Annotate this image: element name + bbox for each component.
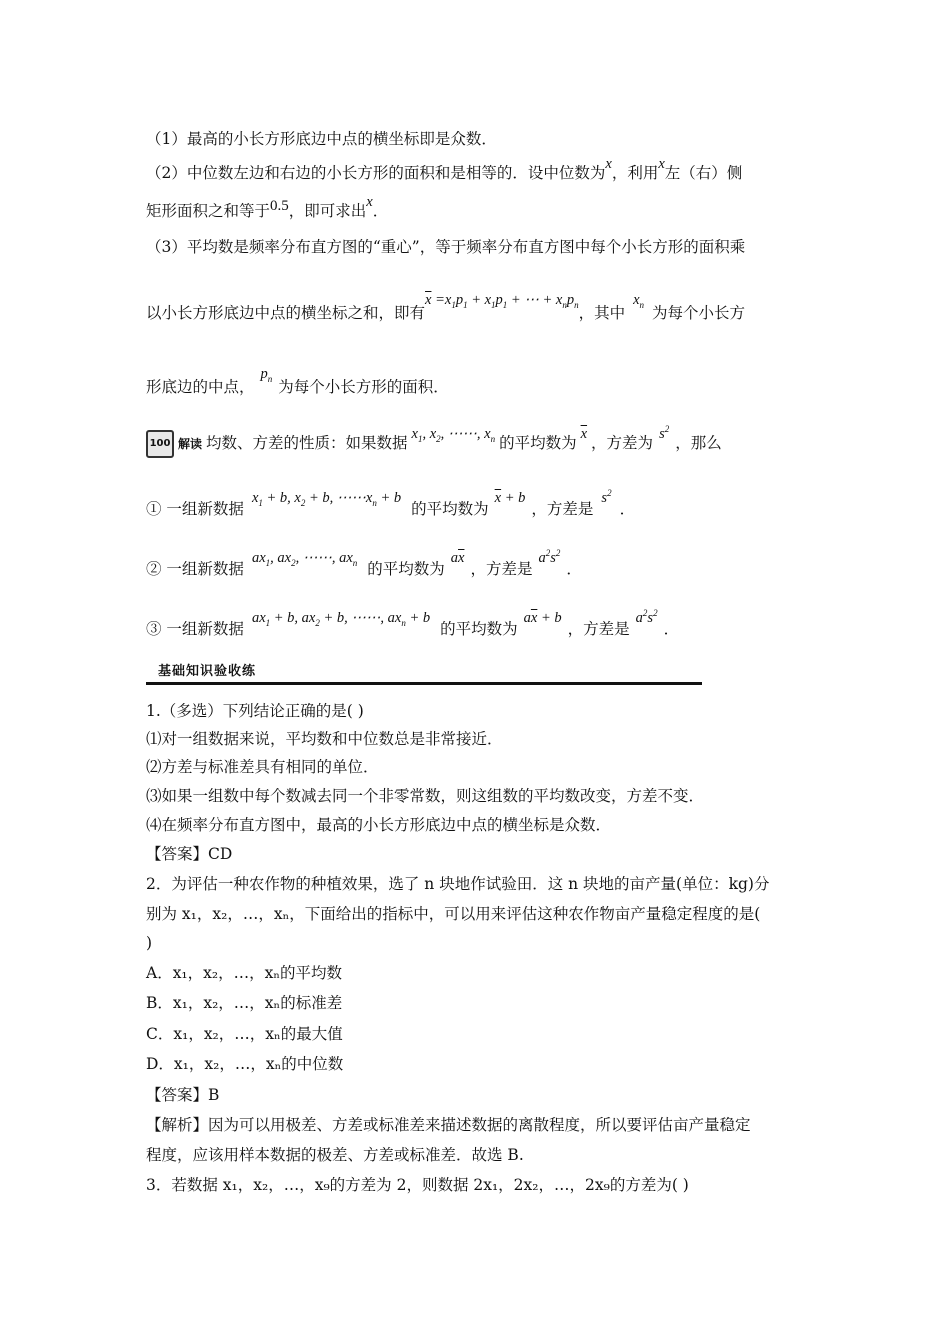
var-xn: $x_n$ [633,292,645,310]
new-var-3: $a^2s^2$ [635,608,658,626]
intro-line-4: （3）平均数是频率分布直方图的“重心”，等于频率分布直方图中每个小长方形的面积乘 [146,238,746,256]
data-list: $x_1$, $x_2$, ⋯⋯, $x_n$ [411,425,496,444]
mean-symbol: $\overline{x}$ [580,425,588,442]
q1-statement-1: ⑴对一组数据来说，平均数和中位数总是非常接近． [146,730,503,748]
q2-stem-1: 2．为评估一种农作物的种植效果，选了 n 块地作试验田．这 n 块地的亩产量(单位：kg)分 [146,875,770,893]
q3-stem: 3．若数据 x₁，x₂，…，x₉的方差为 2，则数据 2x₁，2x₂，…，2x₉的方差为( ) [146,1176,689,1194]
q2-explanation-1: 【解析】因为可以用极差、方差或标准差来描述数据的离散程度，所以要评估亩产量稳定 [146,1116,751,1134]
intro-line-6: 形底边的中点，$p_n$ 为每个小长方形的面积． [146,366,449,396]
intro-line-2: （2）中位数左边和右边的小长方形的面积和是相等的．设中位数为x，利用x左（右）侧 [146,156,743,182]
q1-statement-3: ⑶如果一组数中每个数减去同一个非零常数，则这组数的平均数改变，方差不变． [146,787,705,805]
value-half: 0.5 [270,198,289,214]
q1-statement-4: ⑷在频率分布直方图中，最高的小长方形底边中点的横坐标是众数． [146,816,612,834]
var-x: x [366,194,373,210]
q2-stem-3: ) [146,934,153,952]
new-var-1: $s^2$ [601,488,612,506]
reading-badge-icon: 100 [146,430,174,458]
reading-intro: 100 解读 均数、方差的性质：如果数据 $x_1$, $x_2$, ⋯⋯, $x_n$ 的平均数为 $\overline{x}$ ，方差为 $s^2$，那么 [146,428,810,460]
new-data-3: $ax_1 + b$, $ax_2 + b$, ⋯⋯, $ax_n + b$ [251,609,431,628]
var-pn: $p_n$ [260,366,273,384]
q2-option-a: A．x₁，x₂，…，xₙ的平均数 [146,964,343,982]
q2-stem-2: 别为 x₁，x₂，…，xₙ，下面给出的指标中，可以用来评估这种农作物亩产量稳定程度的是( [146,905,761,923]
reading-item-1: ① 一组新数据$x_1 + b$, $x_2 + b$, $\cdots\cdots x_n + b$的平均数为$\overline{x} + b$，方差是$s^2$． [146,488,636,518]
section-header [146,658,702,685]
intro-line-1: （1）最高的小长方形底边中点的横坐标即是众数． [146,130,497,148]
q2-answer: 【答案】B [146,1086,220,1104]
q2-option-b: B．x₁，x₂，…，xₙ的标准差 [146,994,343,1012]
new-data-2: $ax_1$, $ax_2$, ⋯⋯, $ax_n$ [251,549,358,568]
new-data-1: $x_1 + b$, $x_2 + b$, $\cdots\cdots x_n + b$ [251,489,402,508]
var-x: x [605,156,612,172]
q2-option-d: D．x₁，x₂，…，xₙ的中位数 [146,1055,344,1073]
reading-item-2: ② 一组新数据$ax_1$, $ax_2$, ⋯⋯, $ax_n$ 的平均数为$a\overline{x}$，方差是$a^2s^2$． [146,548,582,578]
q2-option-c: C．x₁，x₂，…，xₙ的最大值 [146,1025,343,1043]
q2-explanation-2: 程度，应该用样本数据的极差、方差或标准差．故选 B. [146,1146,524,1164]
intro-line-5: 以小长方形底边中点的横坐标之和，即有$\overline{x} =x_1p_1 + x_1p_1$ + ⋯ + $x_np_n$，其中$x_n$ 为每个小长方 [146,292,746,322]
q1-stem: 1.（多选）下列结论正确的是( ) [146,702,364,720]
new-mean-3: $a\overline{x} + b$ [523,609,562,626]
var-x: x [658,156,665,172]
reading-item-3: ③ 一组新数据$ax_1 + b$, $ax_2 + b$, ⋯⋯, $ax_n + b$的平均数为$a\overline{x} + b$，方差是$a^2s^2$． [146,608,680,638]
section-title: 基础知识验收练 [158,664,257,679]
new-var-2: $a^2s^2$ [538,548,561,566]
variance-symbol: $s^2$ [659,424,670,442]
q1-answer: 【答案】CD [146,845,233,863]
reading-label: 解读 [178,436,203,451]
new-mean-2: $a\overline{x}$ [450,549,465,566]
intro-line-3: 矩形面积之和等于0.5，即可求出x． [146,194,389,220]
new-mean-1: $\overline{x} + b$ [494,489,526,506]
mean-formula: $\overline{x} =x_1p_1 + x_1p_1$ + ⋯ + $x_np_n$ [425,292,579,310]
q1-statement-2: ⑵方差与标准差具有相同的单位． [146,758,379,776]
